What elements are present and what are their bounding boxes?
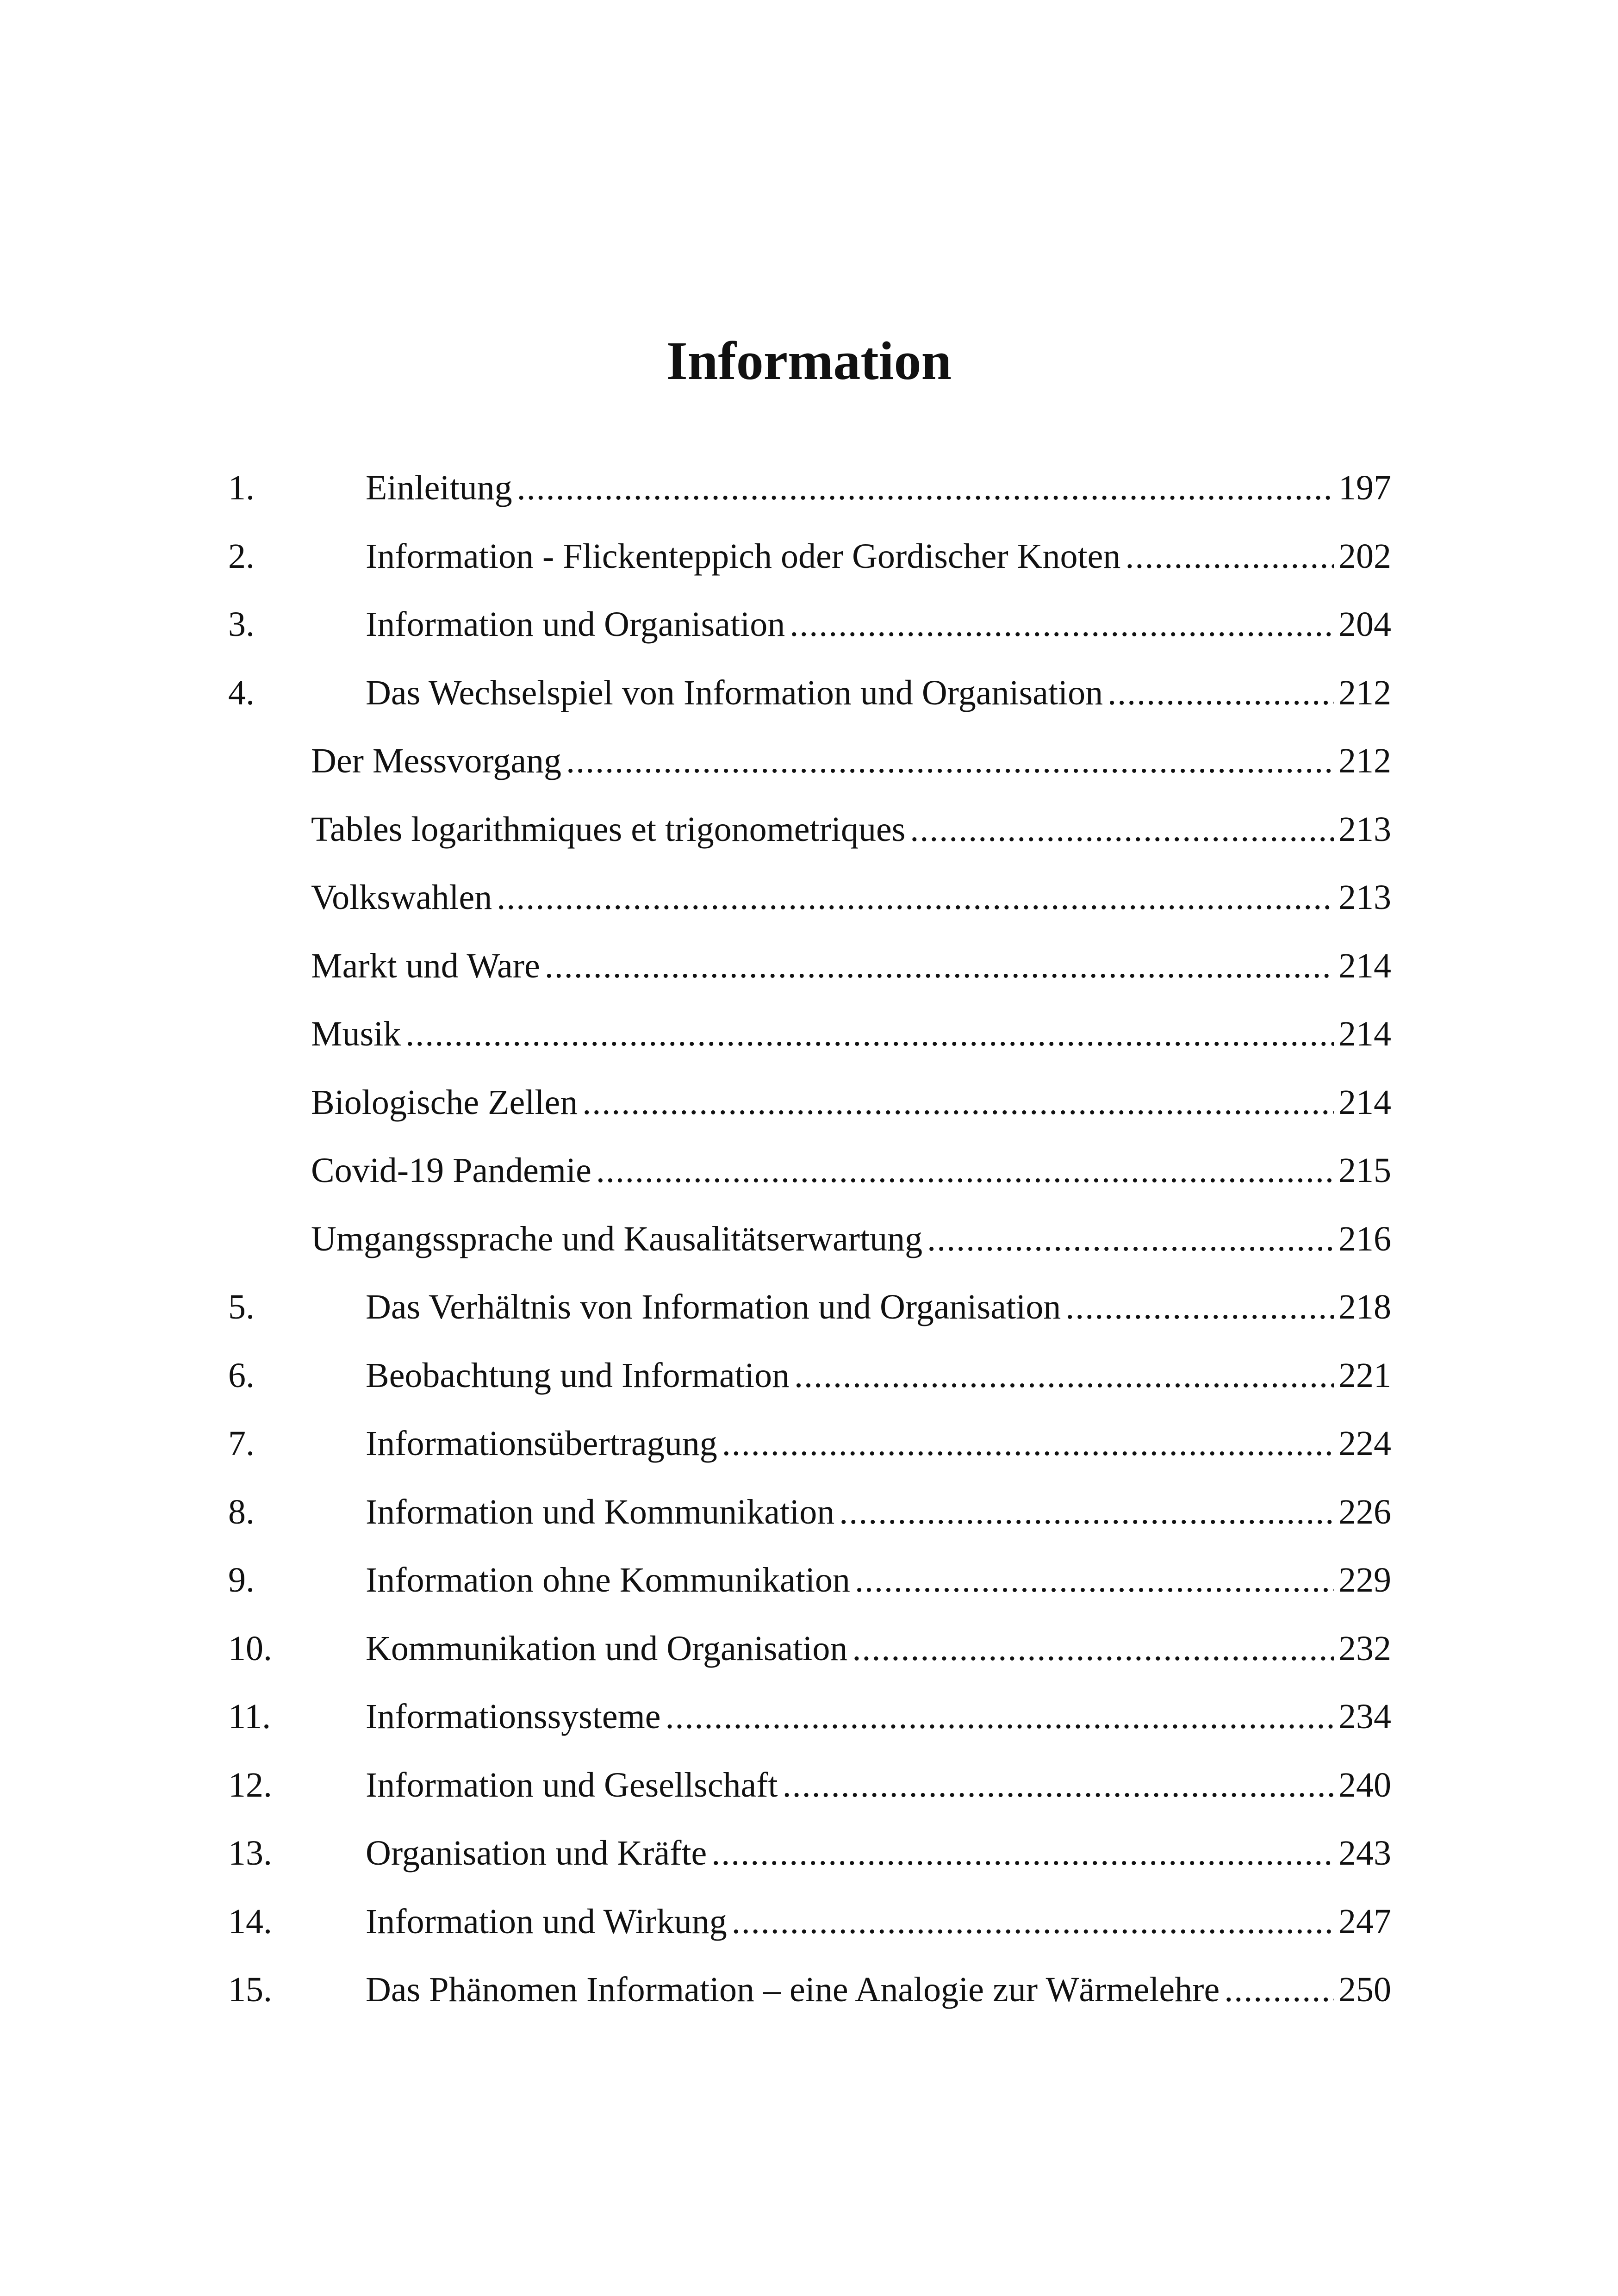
toc-entry-line: [366, 1625, 1391, 1672]
toc-entry-label: Informationsübertragung: [366, 1424, 717, 1463]
toc-subentry: [0, 874, 1618, 921]
toc-entry-line: [311, 738, 1391, 784]
toc-entry-number: 3.: [228, 605, 255, 644]
toc-entry-number: 6.: [228, 1356, 255, 1395]
dot-leader: [1065, 1284, 1334, 1330]
dot-leader: [711, 1830, 1334, 1876]
toc-entry-number: 12.: [228, 1766, 272, 1804]
dot-leader: [545, 943, 1334, 989]
dot-leader: [794, 1352, 1334, 1399]
toc-entry-page: 204: [1338, 605, 1391, 644]
toc-entry-page: 234: [1338, 1697, 1391, 1736]
toc-entry-line: [366, 465, 1391, 511]
toc-entry-number: 2.: [228, 537, 255, 576]
toc-entry-number: 10.: [228, 1629, 272, 1668]
toc-entry-label: Kommunikation und Organisation: [366, 1629, 848, 1668]
toc-entry-label: Informationssysteme: [366, 1697, 661, 1736]
dot-leader: [1108, 670, 1334, 716]
toc-entry-line: [311, 1011, 1391, 1057]
dot-leader: [596, 1147, 1334, 1194]
toc-subentry: [0, 738, 1618, 784]
toc-entry-line: [366, 1420, 1391, 1467]
dot-leader: [405, 1011, 1334, 1057]
toc-entry-label: Musik: [311, 1014, 401, 1053]
toc-entry-line: [366, 1830, 1391, 1876]
dot-leader: [927, 1216, 1334, 1262]
toc-entry-page: 229: [1338, 1561, 1391, 1599]
toc-entry-page: 202: [1338, 537, 1391, 576]
toc-entry-label: Das Phänomen Information – eine Analogie zur Wärmelehre: [366, 1970, 1220, 2009]
toc-entry-page: 243: [1338, 1834, 1391, 1873]
dot-leader: [582, 1079, 1334, 1126]
toc-entry-line: [366, 1966, 1391, 2013]
toc-entry-label: Markt und Ware: [311, 946, 540, 985]
toc-entry-label: Tables logarithmiques et trigonometriques: [311, 810, 906, 849]
toc-entry-label: Der Messvorgang: [311, 741, 562, 780]
toc-entry-label: Information und Kommunikation: [366, 1493, 835, 1531]
toc-entry-line: [366, 533, 1391, 579]
toc-entry-line: [366, 1557, 1391, 1603]
dot-leader: [732, 1898, 1334, 1945]
toc-entry: [0, 1420, 1618, 1467]
toc-entry-number: 4.: [228, 673, 255, 712]
toc-entry: [0, 1625, 1618, 1672]
toc-entry-page: 214: [1338, 1083, 1391, 1122]
toc-entry-line: [366, 1762, 1391, 1808]
toc-entry: [0, 1966, 1618, 2013]
dot-leader: [839, 1489, 1334, 1535]
toc-entry-label: Information und Wirkung: [366, 1902, 727, 1941]
toc-subentry: [0, 1216, 1618, 1262]
toc-entry-number: 1.: [228, 468, 255, 507]
toc-entry-number: 14.: [228, 1902, 272, 1941]
dot-leader: [855, 1557, 1334, 1603]
toc-entry-line: [311, 1147, 1391, 1194]
toc-entry-line: [366, 1693, 1391, 1740]
toc-subentry: [0, 806, 1618, 852]
toc-entry-line: [366, 601, 1391, 647]
dot-leader: [910, 806, 1334, 852]
toc-entry-page: 214: [1338, 946, 1391, 985]
dot-leader: [665, 1693, 1334, 1740]
toc-entry: [0, 1762, 1618, 1808]
toc-entry-label: Information - Flickenteppich oder Gordischer Knoten: [366, 537, 1121, 576]
toc-entry-page: 218: [1338, 1288, 1391, 1326]
toc-entry-line: [366, 670, 1391, 716]
toc-entry: [0, 533, 1618, 579]
toc-entry-line: [311, 806, 1391, 852]
page-title: Information: [666, 330, 952, 391]
toc-entry-page: 213: [1338, 810, 1391, 849]
toc-subentry: [0, 943, 1618, 989]
dot-leader: [783, 1762, 1334, 1808]
toc-entry-number: 5.: [228, 1288, 255, 1326]
toc-entry-line: [366, 1489, 1391, 1535]
toc-entry-page: 197: [1338, 468, 1391, 507]
toc-entry-line: [311, 1079, 1391, 1126]
dot-leader: [1224, 1966, 1334, 2013]
toc-entry-page: 215: [1338, 1151, 1391, 1190]
toc-entry-line: [311, 943, 1391, 989]
dot-leader: [852, 1625, 1334, 1672]
toc-entry: [0, 1489, 1618, 1535]
toc-entry-page: 213: [1338, 878, 1391, 917]
toc-entry: [0, 1693, 1618, 1740]
dot-leader: [497, 874, 1334, 921]
toc-entry-page: 214: [1338, 1014, 1391, 1053]
toc-entry: [0, 1898, 1618, 1945]
toc-entry-page: 247: [1338, 1902, 1391, 1941]
toc-entry-number: 15.: [228, 1970, 272, 2009]
toc-entry-page: 221: [1338, 1356, 1391, 1395]
dot-leader: [722, 1420, 1334, 1467]
toc-entry: [0, 1557, 1618, 1603]
toc-subentry: [0, 1011, 1618, 1057]
toc-entry: [0, 601, 1618, 647]
toc-subentry: [0, 1079, 1618, 1126]
toc-entry-label: Covid-19 Pandemie: [311, 1151, 591, 1190]
toc-entry-page: 250: [1338, 1970, 1391, 2009]
toc-entry-number: 13.: [228, 1834, 272, 1873]
dot-leader: [1125, 533, 1334, 579]
toc-entry-line: [311, 874, 1391, 921]
toc-entry-line: [366, 1898, 1391, 1945]
toc-entry-label: Umgangssprache und Kausalitätserwartung: [311, 1220, 923, 1258]
toc-entry-label: Das Verhältnis von Information und Organisation: [366, 1288, 1061, 1326]
toc-entry-label: Einleitung: [366, 468, 512, 507]
toc-subentry: [0, 1147, 1618, 1194]
toc-entry-page: 212: [1338, 741, 1391, 780]
toc-entry-label: Information und Gesellschaft: [366, 1766, 778, 1804]
toc-entry: [0, 1830, 1618, 1876]
toc-entry-line: [311, 1216, 1391, 1262]
toc-entry: [0, 1284, 1618, 1330]
toc-entry-number: 11.: [228, 1697, 271, 1736]
toc-entry-page: 232: [1338, 1629, 1391, 1668]
toc-entry-label: Organisation und Kräfte: [366, 1834, 707, 1873]
toc-entry-label: Information und Organisation: [366, 605, 785, 644]
toc-entry: [0, 465, 1618, 511]
toc-entry-line: [366, 1352, 1391, 1399]
dot-leader: [517, 465, 1334, 511]
toc-entry-label: Biologische Zellen: [311, 1083, 578, 1122]
toc-entry-number: 7.: [228, 1424, 255, 1463]
toc-entry-label: Volkswahlen: [311, 878, 492, 917]
toc-entry-page: 212: [1338, 673, 1391, 712]
toc-entry-line: [366, 1284, 1391, 1330]
dot-leader: [790, 601, 1334, 647]
toc-entry: [0, 670, 1618, 716]
toc-entry-page: 224: [1338, 1424, 1391, 1463]
toc-entry-page: 216: [1338, 1220, 1391, 1258]
toc-entry-number: 8.: [228, 1493, 255, 1531]
toc-entry-page: 240: [1338, 1766, 1391, 1804]
toc-entry-label: Information ohne Kommunikation: [366, 1561, 850, 1599]
toc-entry-label: Das Wechselspiel von Information und Organisation: [366, 673, 1103, 712]
toc-entry: [0, 1352, 1618, 1399]
dot-leader: [566, 738, 1334, 784]
toc-entry-number: 9.: [228, 1561, 255, 1599]
toc-entry-page: 226: [1338, 1493, 1391, 1531]
toc-entry-label: Beobachtung und Information: [366, 1356, 790, 1395]
